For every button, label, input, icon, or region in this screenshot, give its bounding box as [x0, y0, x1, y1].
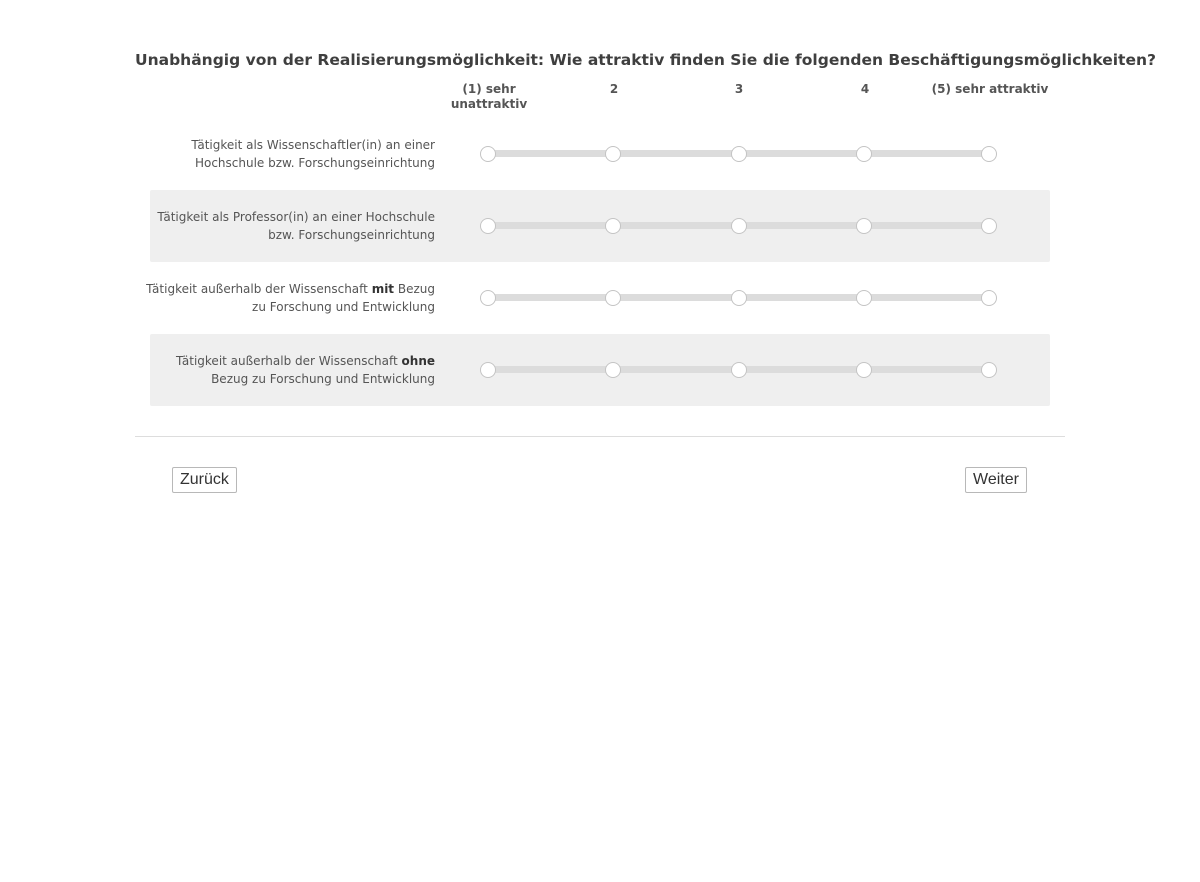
row-label	[145, 118, 435, 190]
divider	[135, 436, 1065, 437]
rating-option-4[interactable]	[856, 362, 872, 378]
scale-label-4: 4	[860, 82, 870, 96]
rating-option-1[interactable]	[480, 362, 496, 378]
matrix-row-1	[150, 118, 1050, 190]
matrix-row-4	[150, 334, 1050, 406]
rating-option-4[interactable]	[856, 146, 872, 162]
next-button[interactable]: Weiter	[965, 467, 1027, 493]
rating-option-3[interactable]	[731, 362, 747, 378]
scale-label-3: 3	[734, 82, 744, 96]
matrix-row-2	[150, 190, 1050, 262]
matrix-row-3	[146, 262, 1050, 334]
scale-label-5: (5) sehr attraktiv	[931, 82, 1049, 96]
rating-option-2[interactable]	[605, 146, 621, 162]
row-label-text: Tätigkeit außerhalb der Wissenschaft ohne Bezug zu Forschung und Entwicklung	[175, 354, 435, 386]
row-label	[145, 190, 435, 262]
rating-option-3[interactable]	[731, 146, 747, 162]
rating-option-5[interactable]	[981, 362, 997, 378]
row-label-text: Tätigkeit als Wissenschaftler(in) an einer Hochschule bzw. Forschungseinrichtung	[191, 138, 435, 170]
scale-label-2: 2	[609, 82, 619, 96]
scale-header	[0, 82, 1200, 116]
rating-option-5[interactable]	[981, 290, 997, 306]
rating-option-2[interactable]	[605, 362, 621, 378]
row-label	[145, 334, 435, 406]
rating-option-5[interactable]	[981, 218, 997, 234]
rating-option-3[interactable]	[731, 218, 747, 234]
question-title: Unabhängig von der Realisierungsmöglichkeit: Wie attraktiv finden Sie die folgenden Beschäftigungsmöglichkeiten?	[135, 51, 1156, 69]
rating-option-4[interactable]	[856, 218, 872, 234]
row-label-text: Tätigkeit als Professor(in) an einer Hochschule bzw. Forschungseinrichtung	[157, 210, 435, 242]
rating-option-5[interactable]	[981, 146, 997, 162]
rating-option-4[interactable]	[856, 290, 872, 306]
rating-option-1[interactable]	[480, 290, 496, 306]
rating-option-1[interactable]	[480, 146, 496, 162]
scale-label-1: (1) sehr unattraktiv	[450, 82, 528, 111]
rating-option-2[interactable]	[605, 290, 621, 306]
rating-option-3[interactable]	[731, 290, 747, 306]
rating-option-2[interactable]	[605, 218, 621, 234]
row-label	[145, 262, 435, 334]
back-button[interactable]: Zurück	[172, 467, 237, 493]
row-label-text: Tätigkeit außerhalb der Wissenschaft mit Bezug zu Forschung und Entwicklung	[146, 282, 435, 314]
rating-option-1[interactable]	[480, 218, 496, 234]
